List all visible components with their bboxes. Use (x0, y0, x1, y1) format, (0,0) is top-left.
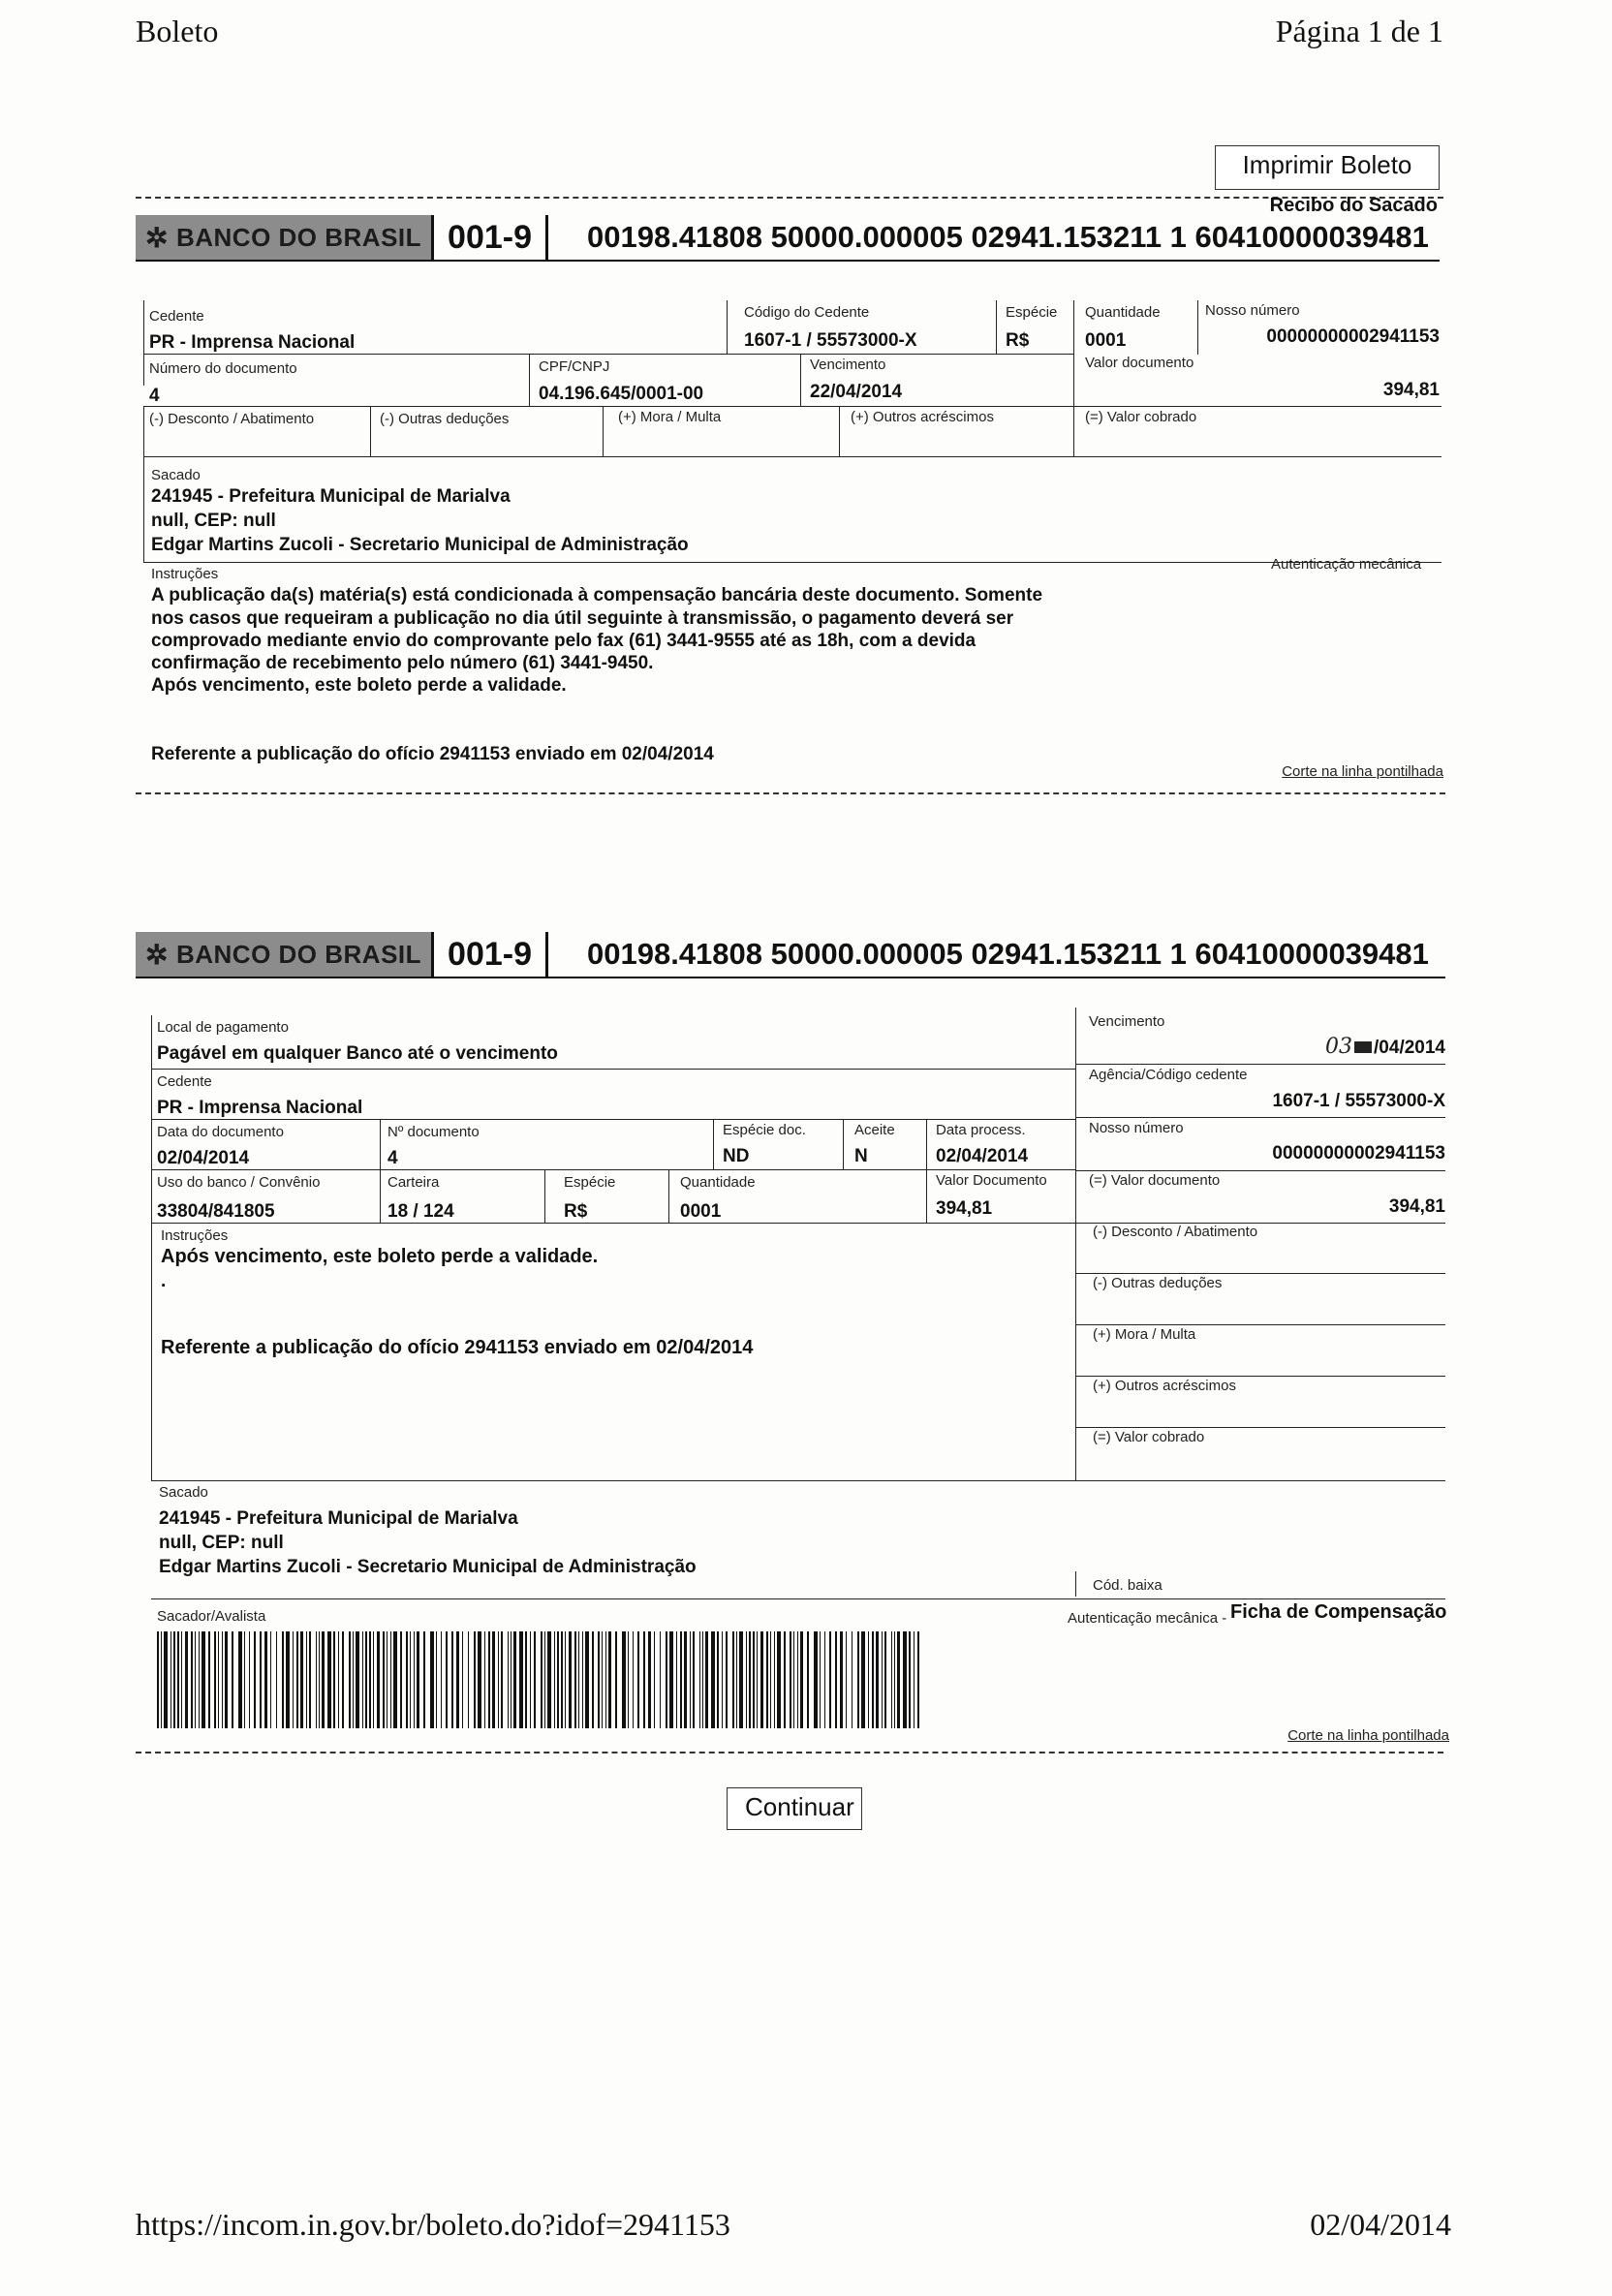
ficha-valor-cobrado-label: (=) Valor cobrado (1093, 1429, 1205, 1445)
nosso-numero-label: Nosso número (1205, 302, 1300, 319)
bank-code: 001-9 (431, 215, 548, 260)
especie-label: Espécie (1006, 304, 1058, 321)
no-doc-value: 4 (388, 1148, 398, 1168)
page-header-title: Boleto (136, 14, 219, 48)
cedente-value: PR - Imprensa Nacional (149, 332, 356, 353)
valor-doc-value: 394,81 (1382, 380, 1440, 400)
ficha-mora-label: (+) Mora / Multa (1093, 1326, 1196, 1343)
bank-symbol-icon: ✲ (145, 939, 169, 970)
uso-banco-value: 33804/841805 (157, 1201, 275, 1222)
agencia-label: Agência/Código cedente (1089, 1067, 1248, 1083)
ficha-sacado-label: Sacado (159, 1484, 208, 1501)
carteira-label: Carteira (388, 1174, 440, 1191)
ficha-valor-doc-label: Valor Documento (936, 1172, 1047, 1189)
ficha-nosso-numero-value: 00000000002941153 (1272, 1143, 1445, 1164)
sacador-label: Sacador/Avalista (157, 1608, 266, 1625)
bank-code-2: 001-9 (431, 932, 548, 977)
digitable-line-2: 00198.41808 50000.000005 02941.153211 1 60410000039481 (587, 937, 1429, 971)
cedente-label: Cedente (149, 308, 204, 325)
footer-url: https://incom.in.gov.br/boleto.do?idof=2941153 (136, 2207, 730, 2242)
ficha-cedente-value: PR - Imprensa Nacional (157, 1098, 363, 1118)
continue-button[interactable]: Continuar (727, 1787, 862, 1830)
mora-label: (+) Mora / Multa (618, 409, 722, 425)
quantidade-value: 0001 (1085, 330, 1127, 351)
sacado-label: Sacado (151, 467, 201, 483)
correction-mark (1354, 1041, 1372, 1053)
aceite-value: N (854, 1146, 868, 1166)
desconto-label: (-) Desconto / Abatimento (149, 411, 315, 427)
receipt-title: Recibo do Sacado (1269, 195, 1438, 216)
ficha-autenticacao-label: Autenticação mecânica - (1068, 1610, 1227, 1627)
bank-header-receipt (136, 215, 1440, 262)
ficha-instrucao-2: Referente a publicação do ofício 2941153 enviado em 02/04/2014 (161, 1337, 754, 1358)
vencimento-label: Vencimento (810, 357, 886, 373)
valor-doc-label: Valor documento (1085, 355, 1194, 371)
ficha-nosso-numero-label: Nosso número (1089, 1120, 1184, 1136)
local-value: Pagável em qualquer Banco até o vencimento (157, 1043, 558, 1064)
digitable-line: 00198.41808 50000.000005 02941.153211 1 60410000039481 (587, 220, 1429, 254)
uso-banco-label: Uso do banco / Convênio (157, 1174, 321, 1191)
codigo-cedente-value: 1607-1 / 55573000-X (744, 330, 917, 351)
ficha-desconto-label: (-) Desconto / Abatimento (1093, 1224, 1258, 1240)
cut-line-top (136, 197, 1443, 199)
nosso-numero-value: 00000000002941153 (1266, 326, 1440, 347)
dot-mark: . (161, 1271, 167, 1291)
barcode (157, 1631, 938, 1728)
no-doc-label: Nº documento (388, 1124, 480, 1140)
sacado-line-1: 241945 - Prefeitura Municipal de Marialva (151, 486, 511, 507)
bank-symbol-icon: ✲ (145, 222, 169, 253)
outras-deducoes-label: (-) Outras deduções (380, 411, 510, 427)
carteira-value: 18 / 124 (388, 1201, 454, 1222)
vencimento-value: 22/04/2014 (810, 382, 903, 402)
cut-line-bottom (136, 1752, 1443, 1753)
cpf-label: CPF/CNPJ (539, 358, 610, 375)
ficha-quantidade-label: Quantidade (680, 1174, 756, 1191)
especie-value: R$ (1006, 330, 1030, 351)
quantidade-label: Quantidade (1085, 304, 1161, 321)
ficha-valor-doc-value: 394,81 (936, 1198, 993, 1219)
ficha-vencimento-value: 03 /04/2014 (1325, 1035, 1445, 1059)
numero-doc-label: Número do documento (149, 360, 297, 377)
cod-baixa-label: Cód. baixa (1093, 1577, 1162, 1594)
agencia-value: 1607-1 / 55573000-X (1272, 1091, 1445, 1111)
data-process-value: 02/04/2014 (936, 1146, 1029, 1166)
autenticacao-label: Autenticação mecânica (1271, 556, 1422, 573)
instrucao-line-4: confirmação de recebimento pelo número (61) 3441-9450. (151, 653, 654, 673)
data-process-label: Data process. (936, 1122, 1026, 1138)
ficha-especie-value: R$ (564, 1201, 588, 1222)
referente-text: Referente a publicação do ofício 2941153 enviado em 02/04/2014 (151, 744, 714, 764)
especie-doc-value: ND (723, 1146, 750, 1166)
ficha-instrucao-1: Após vencimento, este boleto perde a validade. (161, 1246, 599, 1267)
codigo-cedente-label: Código do Cedente (744, 304, 870, 321)
ficha-sacado-line-2: null, CEP: null (159, 1533, 284, 1553)
corte-label-2: Corte na linha pontilhada (1287, 1727, 1449, 1744)
instrucao-line-2: nos casos que requeiram a publicação no dia útil seguinte à transmissão, o pagamento deverá ser (151, 608, 1014, 629)
local-label: Local de pagamento (157, 1019, 289, 1036)
instrucao-line-3: comprovado mediante envio do comprovante pelo fax (61) 3441-9555 até as 18h, com a devida (151, 631, 976, 651)
corte-label-1: Corte na linha pontilhada (1282, 763, 1443, 780)
cut-line-middle (136, 792, 1445, 794)
print-button[interactable]: Imprimir Boleto (1215, 145, 1440, 190)
bank-logo-2: ✲ BANCO DO BRASIL (136, 932, 431, 977)
numero-doc-value: 4 (149, 386, 160, 406)
ficha-vencimento-label: Vencimento (1089, 1013, 1165, 1030)
ficha-especie-label: Espécie (564, 1174, 616, 1191)
aceite-label: Aceite (854, 1122, 895, 1138)
instrucao-line-1: A publicação da(s) matéria(s) está condicionada à compensação bancária deste documento. Somente (151, 585, 1043, 605)
bank-header-ficha (136, 932, 1445, 978)
data-doc-label: Data do documento (157, 1124, 284, 1140)
cpf-value: 04.196.645/0001-00 (539, 384, 704, 404)
ficha-outros-acrescimos-label: (+) Outros acréscimos (1093, 1378, 1236, 1394)
valor-cobrado-label: (=) Valor cobrado (1085, 409, 1197, 425)
ficha-sacado-line-1: 241945 - Prefeitura Municipal de Marialva (159, 1508, 518, 1529)
ficha-outras-deducoes-label: (-) Outras deduções (1093, 1275, 1223, 1291)
ficha-sacado-line-3: Edgar Martins Zucoli - Secretario Municipal de Administração (159, 1557, 697, 1577)
ficha-instrucoes-label: Instruções (161, 1227, 229, 1244)
ficha-quantidade-value: 0001 (680, 1201, 722, 1222)
valor-documento-value: 394,81 (1388, 1196, 1445, 1217)
bank-logo: ✲ BANCO DO BRASIL (136, 215, 431, 260)
data-doc-value: 02/04/2014 (157, 1148, 250, 1168)
instrucoes-label: Instruções (151, 566, 219, 582)
sacado-line-3: Edgar Martins Zucoli - Secretario Municipal de Administração (151, 535, 689, 555)
footer-date: 02/04/2014 (1310, 2207, 1451, 2242)
especie-doc-label: Espécie doc. (723, 1122, 806, 1138)
sacado-line-2: null, CEP: null (151, 511, 276, 531)
valor-documento-label: (=) Valor documento (1089, 1172, 1221, 1189)
outros-acrescimos-label: (+) Outros acréscimos (851, 409, 994, 425)
ficha-cedente-label: Cedente (157, 1073, 212, 1090)
handwritten-day: 03 (1325, 1035, 1353, 1059)
ficha-title: Ficha de Compensação (1230, 1601, 1447, 1623)
page-header-page: Página 1 de 1 (1275, 14, 1443, 48)
instrucao-line-5: Após vencimento, este boleto perde a validade. (151, 675, 567, 696)
